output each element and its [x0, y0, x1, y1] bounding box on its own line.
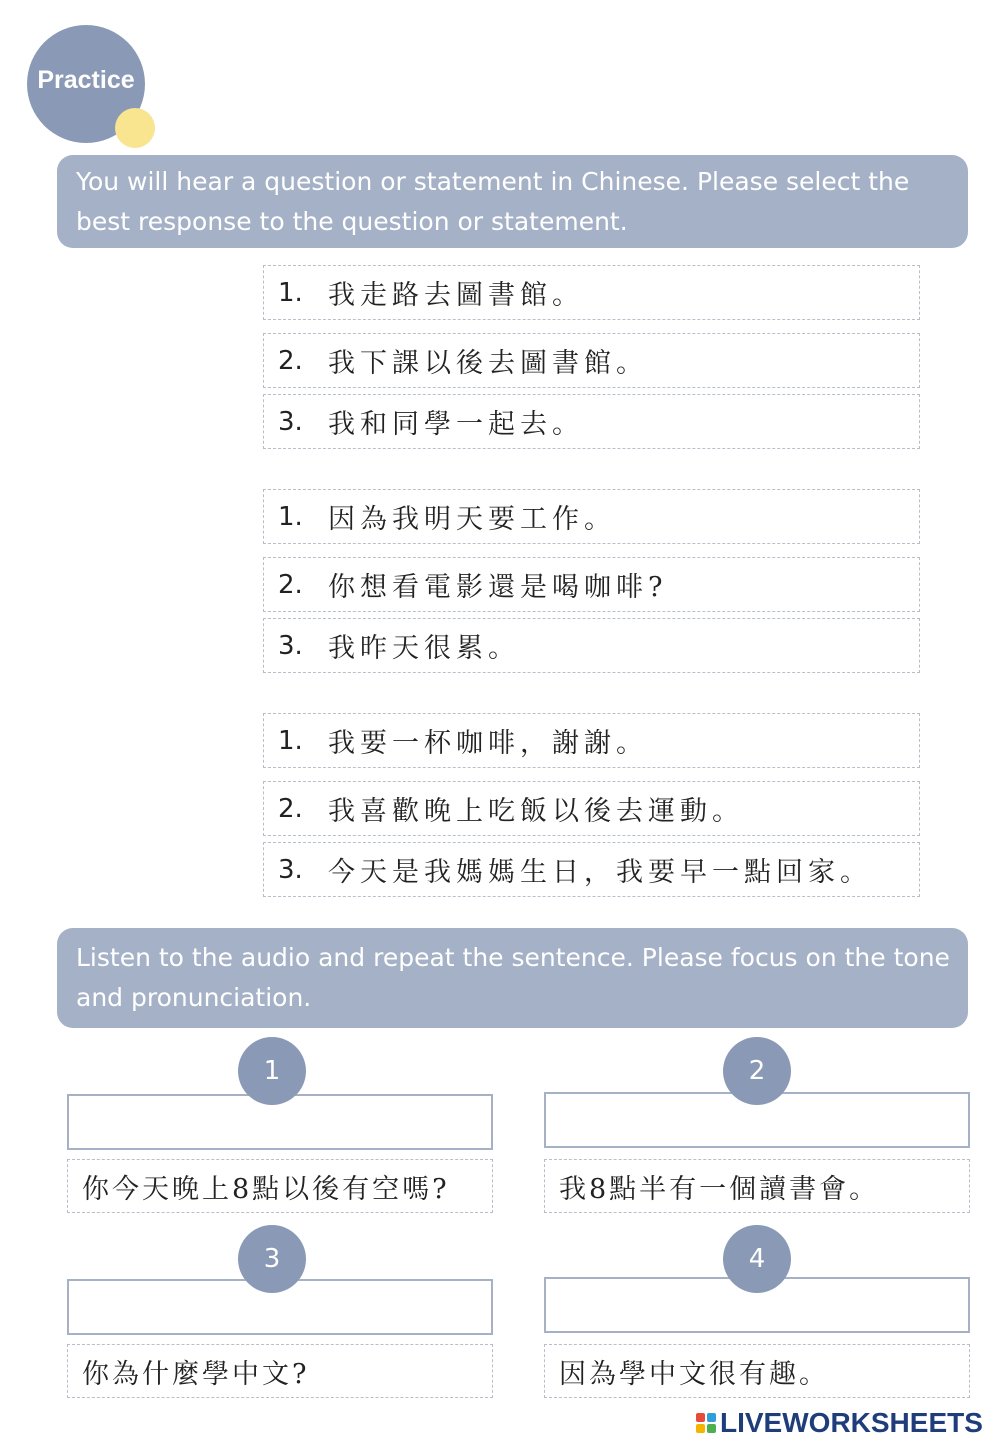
item-number-badge: 3 [238, 1225, 306, 1293]
answer-option[interactable] [263, 265, 920, 320]
answer-option[interactable] [263, 489, 920, 544]
option-text: 你想看電影還是喝咖啡? [328, 572, 668, 603]
option-number: 1. [278, 277, 303, 308]
listening-instructions: You will hear a question or statement in Chinese. Please select the best response to the question or statement. [57, 155, 968, 248]
option-number: 3. [278, 854, 303, 885]
practice-badge-label: Practice [37, 66, 135, 94]
option-number: 3. [278, 406, 303, 437]
liveworksheets-logo-icon [696, 1413, 716, 1433]
item-number-badge: 1 [238, 1037, 306, 1105]
answer-option[interactable] [263, 394, 920, 449]
option-number: 2. [278, 793, 303, 824]
item-number-badge: 2 [723, 1037, 791, 1105]
option-number: 3. [278, 630, 303, 661]
liveworksheets-logo[interactable] [696, 1408, 983, 1438]
sentence-text: 因為學中文很有趣。 [544, 1344, 970, 1398]
item-number-badge: 4 [723, 1225, 791, 1293]
logo-wordmark: LIVEWORKSHEETS [720, 1407, 983, 1438]
answer-option[interactable] [263, 842, 920, 897]
answer-option[interactable] [263, 557, 920, 612]
option-number: 1. [278, 501, 303, 532]
option-text: 我昨天很累。 [328, 633, 520, 664]
option-text: 我和同學一起去。 [328, 409, 584, 440]
answer-option[interactable] [263, 713, 920, 768]
option-text: 我下課以後去圖書館。 [328, 348, 648, 379]
speaking-instructions: Listen to the audio and repeat the sentence. Please focus on the tone and pronunciation. [57, 928, 968, 1028]
sentence-text: 你為什麼學中文? [67, 1344, 493, 1398]
answer-option[interactable] [263, 781, 920, 836]
answer-option[interactable] [263, 618, 920, 673]
answer-option[interactable] [263, 333, 920, 388]
option-text: 今天是我媽媽生日，我要早一點回家。 [328, 857, 872, 888]
option-number: 2. [278, 345, 303, 376]
sentence-text: 你今天晚上8點以後有空嗎? [67, 1159, 493, 1213]
option-text: 因為我明天要工作。 [328, 504, 616, 535]
option-number: 2. [278, 569, 303, 600]
sentence-text: 我8點半有一個讀書會。 [544, 1159, 970, 1213]
option-text: 我走路去圖書館。 [328, 280, 584, 311]
option-text: 我要一杯咖啡，謝謝。 [328, 728, 648, 759]
option-text: 我喜歡晚上吃飯以後去運動。 [328, 796, 744, 827]
option-number: 1. [278, 725, 303, 756]
badge-accent-dot [115, 108, 155, 148]
